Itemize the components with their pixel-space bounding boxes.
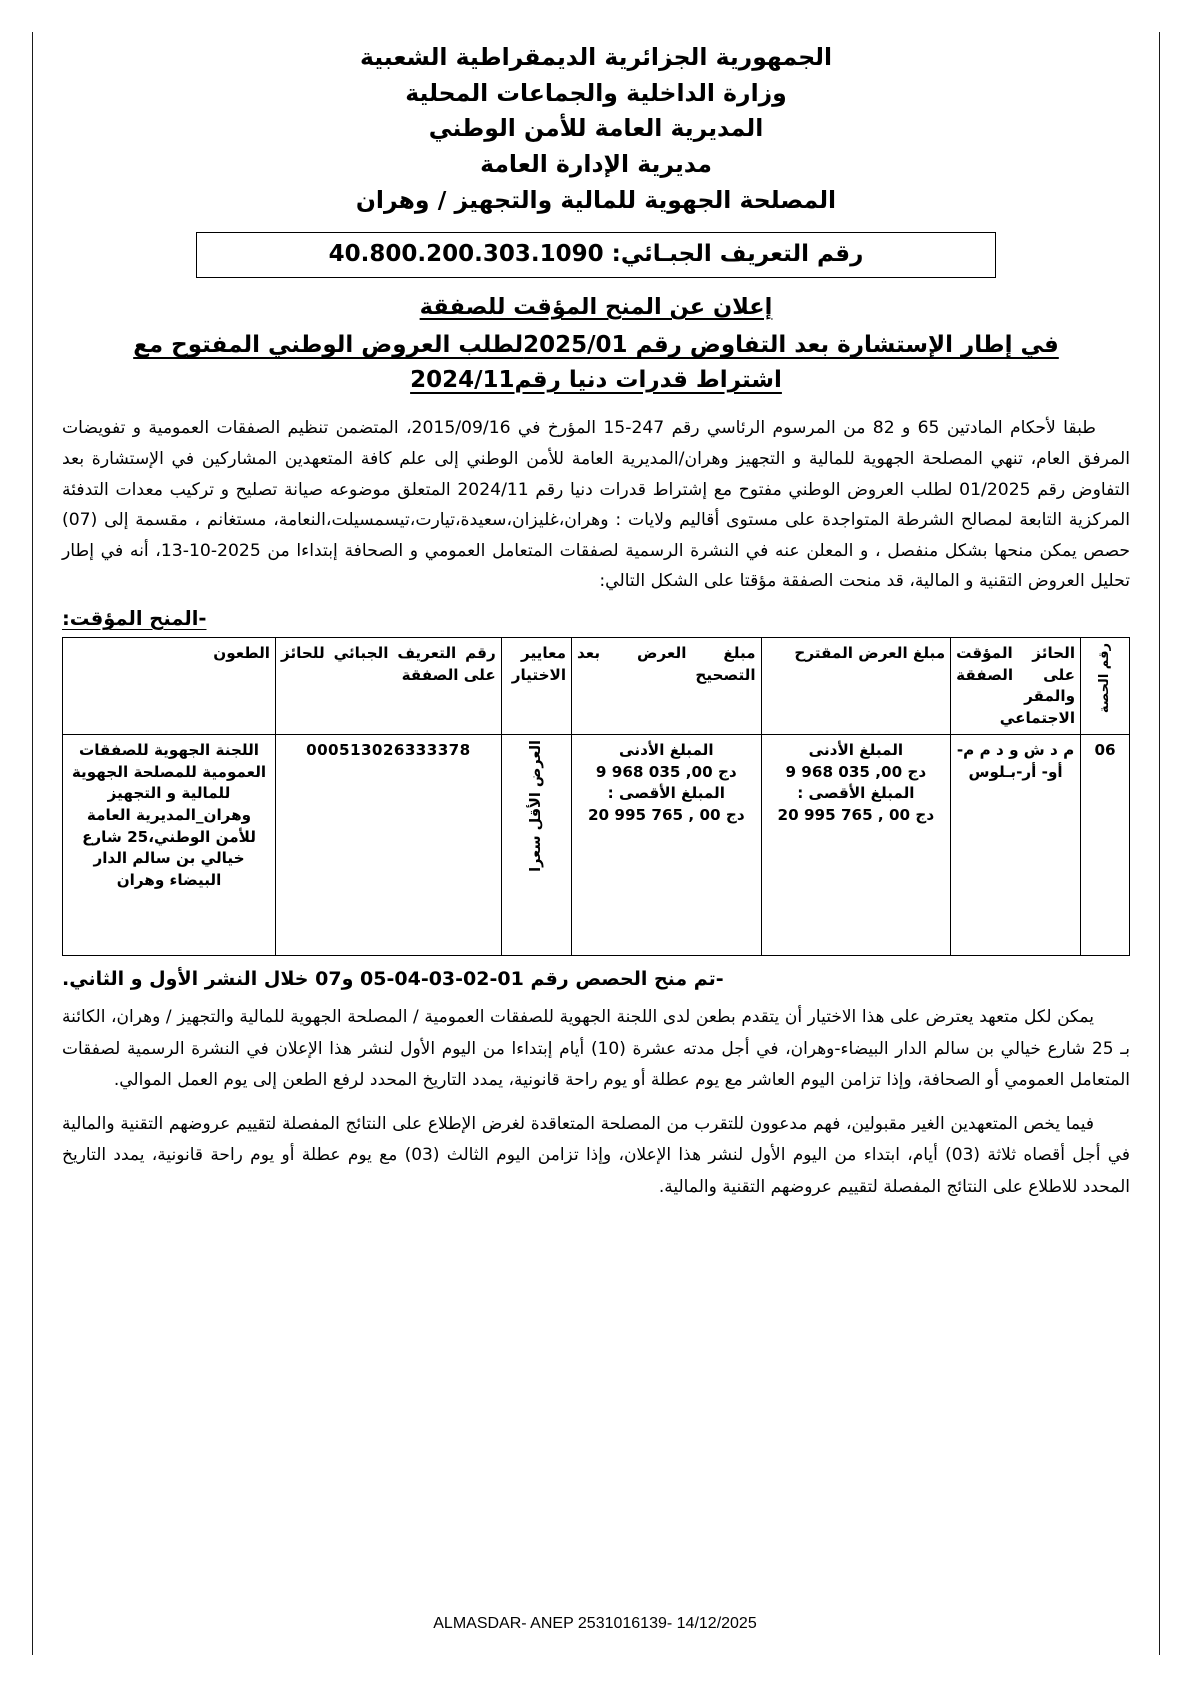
- cell-corrected-amount: [572, 735, 762, 956]
- proposed-max-label: المبلغ الأقصى :: [797, 784, 915, 803]
- page-content: [62, 40, 1130, 1643]
- tax-id-value: 40.800.200.303.1090: [328, 240, 604, 267]
- header-proposed-amount: مبلغ العرض المقترح: [761, 638, 951, 735]
- header-winner: الحائز المؤقت على الصفقة والمقر الاجتماعي: [951, 638, 1081, 735]
- tax-id-line: [201, 240, 991, 269]
- header-lot-number-rotated: رقم الحصة: [1096, 643, 1112, 714]
- cell-lot-number: 06: [1081, 735, 1130, 956]
- announcement-subtitle: [62, 328, 1130, 397]
- corrected-min-value: 9 968 035 ,00 دج: [595, 762, 737, 781]
- main-body-paragraph: طبقا لأحكام المادتين 65 و 82 من المرسوم الرئاسي رقم 247-15 المؤرخ في 2015/09/16، المتضمن تنظيم الصفقات العمومية و تفويضات المرفق العام، تنهي المصلحة الجهوية للمالية و التجهيز وهران/المديرية العامة للأمن الوطني إلى علم كافة المتعهدين المشاركين في الإستشارة بعد التفاوض رقم 01/2025 لطلب العروض الوطني مفتوح مع إشتراط قدرات دنيا رقم 2024/11 المتعلق موضوعه صيانة تصليح و تركيب معدات التدفئة المركزية التابعة لمصالح الشرطة المتواجدة على مستوى أقاليم ولايات : وهران،غليزان،سعيدة،تيارت،تيسمسيلت،النعامة، مستغانم ، مقسمة إلى (07) حصص يمكن منحها بشكل منفصل ، و المعلن عنه في النشرة الرسمية لصفقات المتعامل العمومي و الصحافة إبتداءا من 2025-10-13، أنه في إطار تحليل العروض التقنية و المالية، قد منحت الصفقة مؤقتا على الشكل التالي:: [62, 418, 1131, 592]
- tax-id-box: [196, 232, 996, 279]
- header-nif: رقم التعريف الجبائي للحائز على الصفقة: [276, 638, 502, 735]
- header-appeals: الطعون: [63, 638, 276, 735]
- subtitle-line-2: اشتراط قدرات دنيا رقم2024/11: [410, 366, 782, 393]
- letterhead-line-directorate-general: المديرية العامة للأمن الوطني: [428, 114, 764, 143]
- header-lot-number: [1081, 638, 1130, 735]
- provisional-award-caption: -المنح المؤقت:: [62, 607, 207, 630]
- table-row: [63, 735, 1130, 956]
- cell-winner: م د ش و د م م-أو- أر-بـلوس: [951, 735, 1081, 956]
- footer-reference: ALMASDAR- ANEP 2531016139- 14/12/2025: [433, 1615, 757, 1632]
- subtitle-line-1: في إطار الإستشارة بعد التفاوض رقم 2025/01لطلب العروض الوطني المفتوح مع: [133, 332, 1059, 359]
- letterhead-line-ministry: وزارة الداخلية والجماعات المحلية: [405, 78, 787, 107]
- proposed-max-value: 20 995 765 , 00 دج: [777, 806, 935, 825]
- letterhead: [62, 40, 1130, 219]
- lots-awarded-note: -تم منح الحصص رقم 01-02-03-04-05 و07 خلال النشر الأول و الثاني.: [62, 968, 724, 991]
- corrected-min-label: المبلغ الأدنى: [619, 741, 714, 760]
- proposed-min-label: المبلغ الأدنى: [808, 741, 904, 760]
- announcement-title: إعلان عن المنح المؤقت للصفقة: [419, 294, 773, 321]
- letterhead-line-republic: الجمهورية الجزائرية الديمقراطية الشعبية: [359, 43, 833, 71]
- cell-nif: 000513026333378: [276, 735, 502, 956]
- proposed-min-value: 9 968 035 ,00 دج: [785, 762, 927, 781]
- header-selection-criteria: معايير الاختيار: [501, 638, 571, 735]
- tax-id-label: رقم التعريف الجبـائي:: [611, 240, 864, 267]
- header-corrected-amount: مبلغ العرض بعد التصحيح: [572, 638, 762, 735]
- rejected-bidders-paragraph: فيما يخص المتعهدين الغير مقبولين، فهم مدعوون للتقرب من المصلحة المتعاقدة لغرض الإطلاع على النتائج المفصلة لتقييم عروضهم التقنية والمالية في أجل أقصاه ثلاثة (03) أيام، ابتداء من اليوم الأول لنشر هذا الإعلان، وإذا تزامن اليوم الثالث (03) مع يوم عطلة أو يوم راحة قانونية، يمدد التاريخ المحدد للاطلاع على النتائج المفصلة لتقييم عروضهم التقنية والمالية.: [62, 1113, 1130, 1197]
- letterhead-line-regional-service: المصلحة الجهوية للمالية والتجهيز / وهران: [355, 185, 837, 214]
- cell-proposed-amount: [761, 735, 951, 956]
- corrected-max-label: المبلغ الأقصى :: [607, 784, 725, 803]
- selection-criteria-rotated: العرض الأقل سعرا: [527, 740, 544, 873]
- cell-appeals: اللجنة الجهوية للصفقات العمومية للمصلحة الجهوية للمالية و التجهيز وهران_المديرية العامة للأمن الوطني،25 شارع خيالي بن سالم الدار البيضاء وهران: [63, 735, 276, 956]
- corrected-max-value: 20 995 765 , 00 دج: [587, 806, 745, 825]
- appeal-procedure-paragraph: يمكن لكل متعهد يعترض على هذا الاختيار أن يتقدم بطعن لدى اللجنة الجهوية للصفقات العمومية / المصلحة الجهوية للمالية والتجهيز / وهران، الكائنة بـ 25 شارع خيالي بن سالم الدار البيضاء-وهران، في أجل مدته عشرة (10) أيام إبتداءا من اليوم الأول لنشر هذا الإعلان في النشرة الرسمية لصفقات المتعامل العمومي أو الصحافة، وإذا تزامن اليوم العاشر مع يوم عطلة أو يوم راحة قانونية، يمدد التاريخ المحدد لرفع الطعن إلى يوم العمل الموالي.: [62, 1007, 1130, 1091]
- table-header-row: [63, 638, 1130, 735]
- letterhead-line-directorate: مديرية الإدارة العامة: [480, 150, 712, 179]
- cell-selection-criteria: [501, 735, 571, 956]
- provisional-award-table: [62, 637, 1130, 956]
